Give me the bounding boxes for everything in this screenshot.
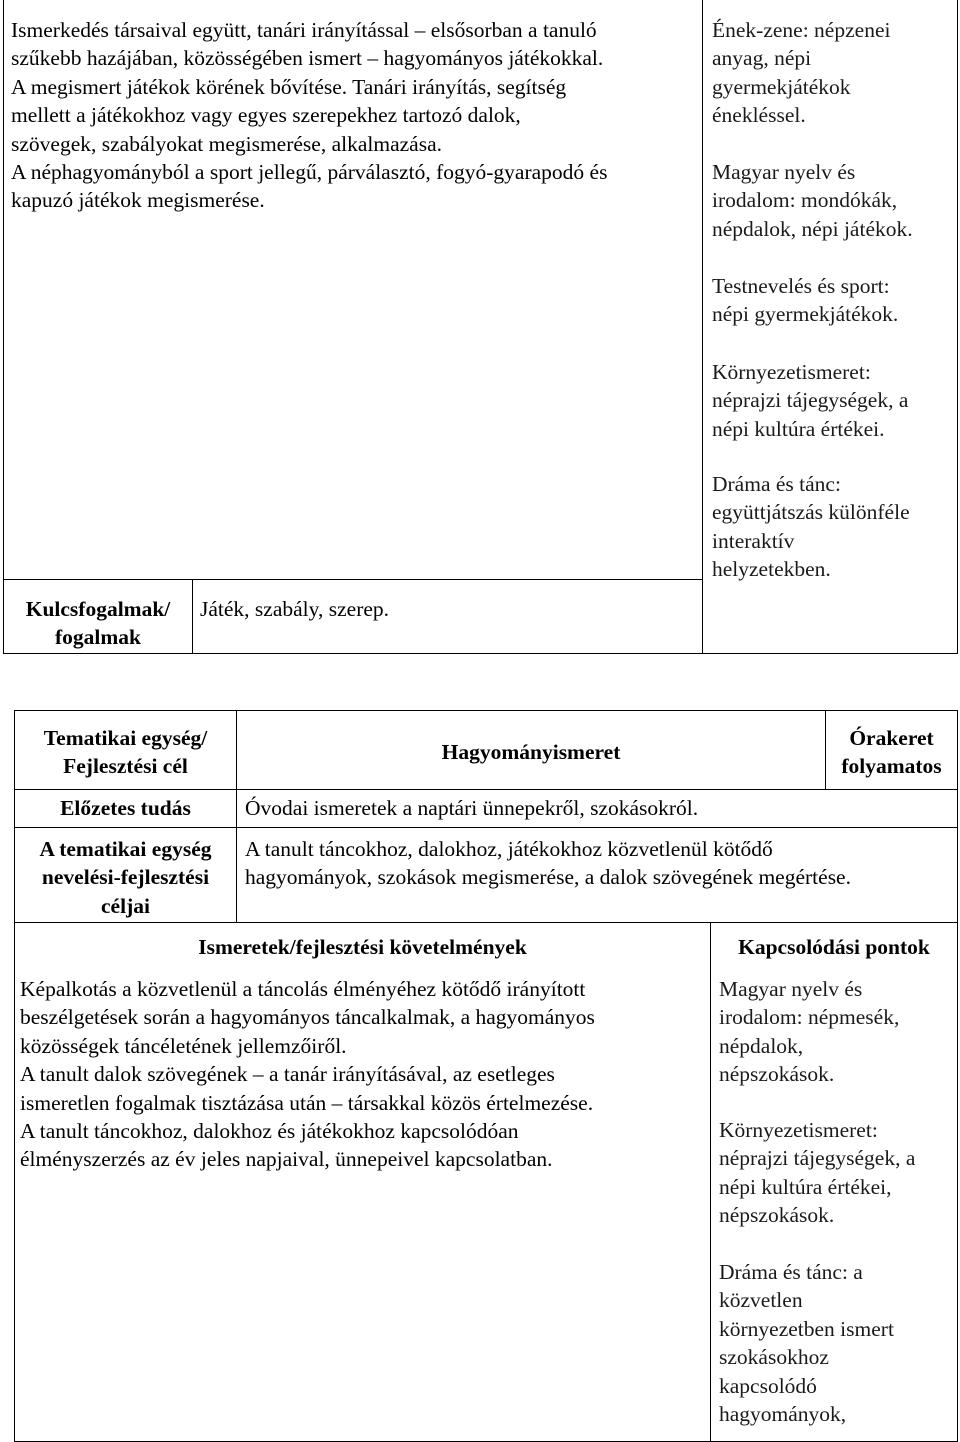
text-line: A tanult táncokhoz, dalokhoz, játékokhoz közvetlenül kötődő <box>245 837 773 861</box>
text-line: népi kultúra értékei, <box>719 1174 892 1199</box>
text-line: anyag, népi <box>712 46 812 71</box>
prior-value: Óvodai ismeretek a naptári ünnepekről, szokásokról. <box>245 796 699 820</box>
text-line: kapcsolódó <box>719 1373 817 1398</box>
text-line: gyermekjátékok <box>712 74 851 99</box>
text-line: Dráma és tánc: a <box>719 1260 863 1284</box>
text-line: Tematikai egység/ <box>43 726 208 750</box>
text-line: szűkebb hazájában, közösségében ismert – hagyományos játékokkal. <box>11 46 604 71</box>
text-line: környezetben ismert <box>719 1316 894 1341</box>
text-line: Magyar nyelv és <box>719 977 863 1001</box>
text-line: nevelési-fejlesztési <box>41 865 210 890</box>
text-line: mellett a játékokhoz vagy egyes szerepekhez tartozó dalok, <box>11 103 521 128</box>
time-value: folyamatos <box>841 754 942 779</box>
text-line: hagyományok, <box>719 1402 847 1427</box>
text-line: népszokások. <box>719 1203 835 1228</box>
top-right-group-music <box>712 16 956 130</box>
top-right-group-sport <box>712 272 956 329</box>
text-line: irodalom: népmesék, <box>719 1005 900 1030</box>
text-line: népdalok, <box>719 1033 804 1058</box>
key-concepts-value: Játék, szabály, szerep. <box>200 597 390 621</box>
text-line: Környezetismeret: <box>712 360 871 384</box>
text-line: A tematikai egység <box>39 837 212 861</box>
requirements-header: Ismeretek/fejlesztési követelmények <box>198 935 527 959</box>
text-line: élményszerzés az év jeles napjaival, ünnepeivel kapcsolatban. <box>20 1147 553 1172</box>
text-line: Kulcsfogalmak/ <box>25 597 171 621</box>
text-line: hagyományok, szokások megismerése, a dalok szövegének megértése. <box>245 865 851 890</box>
text-line: néprajzi tájegységek, a <box>712 388 909 413</box>
top-right-group-drama <box>712 470 956 584</box>
text-line: közvetlen <box>719 1288 803 1313</box>
text-line: népszokások. <box>719 1062 835 1087</box>
text-line: Környezetismeret: <box>719 1118 878 1142</box>
text-line: énekléssel. <box>712 103 806 128</box>
connections-group-environment <box>719 1116 955 1230</box>
requirements-body <box>20 975 708 1174</box>
text-line: beszélgetések során a hagyományos táncalkalmak, a hagyományos <box>20 1005 595 1030</box>
text-line: A tanult táncokhoz, dalokhoz és játékokhoz kapcsolódóan <box>20 1119 519 1144</box>
text-line: szokásokhoz <box>719 1345 829 1370</box>
time-frame <box>826 724 957 781</box>
topic-label <box>15 724 236 781</box>
connections-header: Kapcsolódási pontok <box>738 935 930 959</box>
text-line: népi gyermekjátékok. <box>712 302 899 327</box>
text-line: céljai <box>101 893 150 918</box>
text-line: interaktív <box>712 528 795 553</box>
text-line: néprajzi tájegységek, a <box>719 1146 916 1171</box>
text-line: ismeretlen fogalmak tisztázása után – társakkal közös értelmezése. <box>20 1090 594 1115</box>
text-line: irodalom: mondókák, <box>712 188 898 213</box>
text-line: szövegek, szabályokat megismerése, alkalmazása. <box>11 131 443 156</box>
text-line: népdalok, népi játékok. <box>712 216 913 241</box>
text-line: Dráma és tánc: <box>712 472 841 496</box>
connections-group-drama <box>719 1258 955 1428</box>
topic-title: Hagyományismeret <box>441 740 621 764</box>
key-concepts-label <box>4 595 192 652</box>
text-line: kapuzó játékok megismerése. <box>11 188 265 213</box>
goals-value <box>245 835 957 892</box>
connections-group-language <box>719 975 955 1089</box>
text-line: helyzetekben. <box>712 557 831 582</box>
prior-label: Előzetes tudás <box>60 796 191 820</box>
text-line: közösségek táncéletének jellemzőiről. <box>20 1033 347 1058</box>
text-line: népi kultúra értékei. <box>712 416 885 441</box>
text-line: Képalkotás a közvetlenül a táncolás élményéhez kötődő irányított <box>20 977 586 1001</box>
time-label: Órakeret <box>849 726 934 750</box>
text-line: Fejlesztési cél <box>63 754 188 779</box>
top-right-group-language <box>712 158 956 243</box>
text-line: A néphagyományból a sport jellegű, párválasztó, fogyó-gyarapodó és <box>11 160 608 185</box>
text-line: együttjátszás különféle <box>712 500 910 525</box>
top-left-text <box>11 16 701 215</box>
text-line: fogalmak <box>55 625 141 650</box>
text-line: Ének-zene: népzenei <box>712 18 891 42</box>
text-line: Ismerkedés társaival együtt, tanári irányítással – elsősorban a tanuló <box>11 18 597 42</box>
text-line: A tanult dalok szövegének – a tanár irányításával, az esetleges <box>20 1062 555 1087</box>
goals-label <box>15 835 236 920</box>
text-line: Magyar nyelv és <box>712 160 856 184</box>
text-line: Testnevelés és sport: <box>712 274 890 298</box>
top-right-group-environment <box>712 358 956 443</box>
text-line: A megismert játékok körének bővítése. Tanári irányítás, segítség <box>11 74 567 99</box>
